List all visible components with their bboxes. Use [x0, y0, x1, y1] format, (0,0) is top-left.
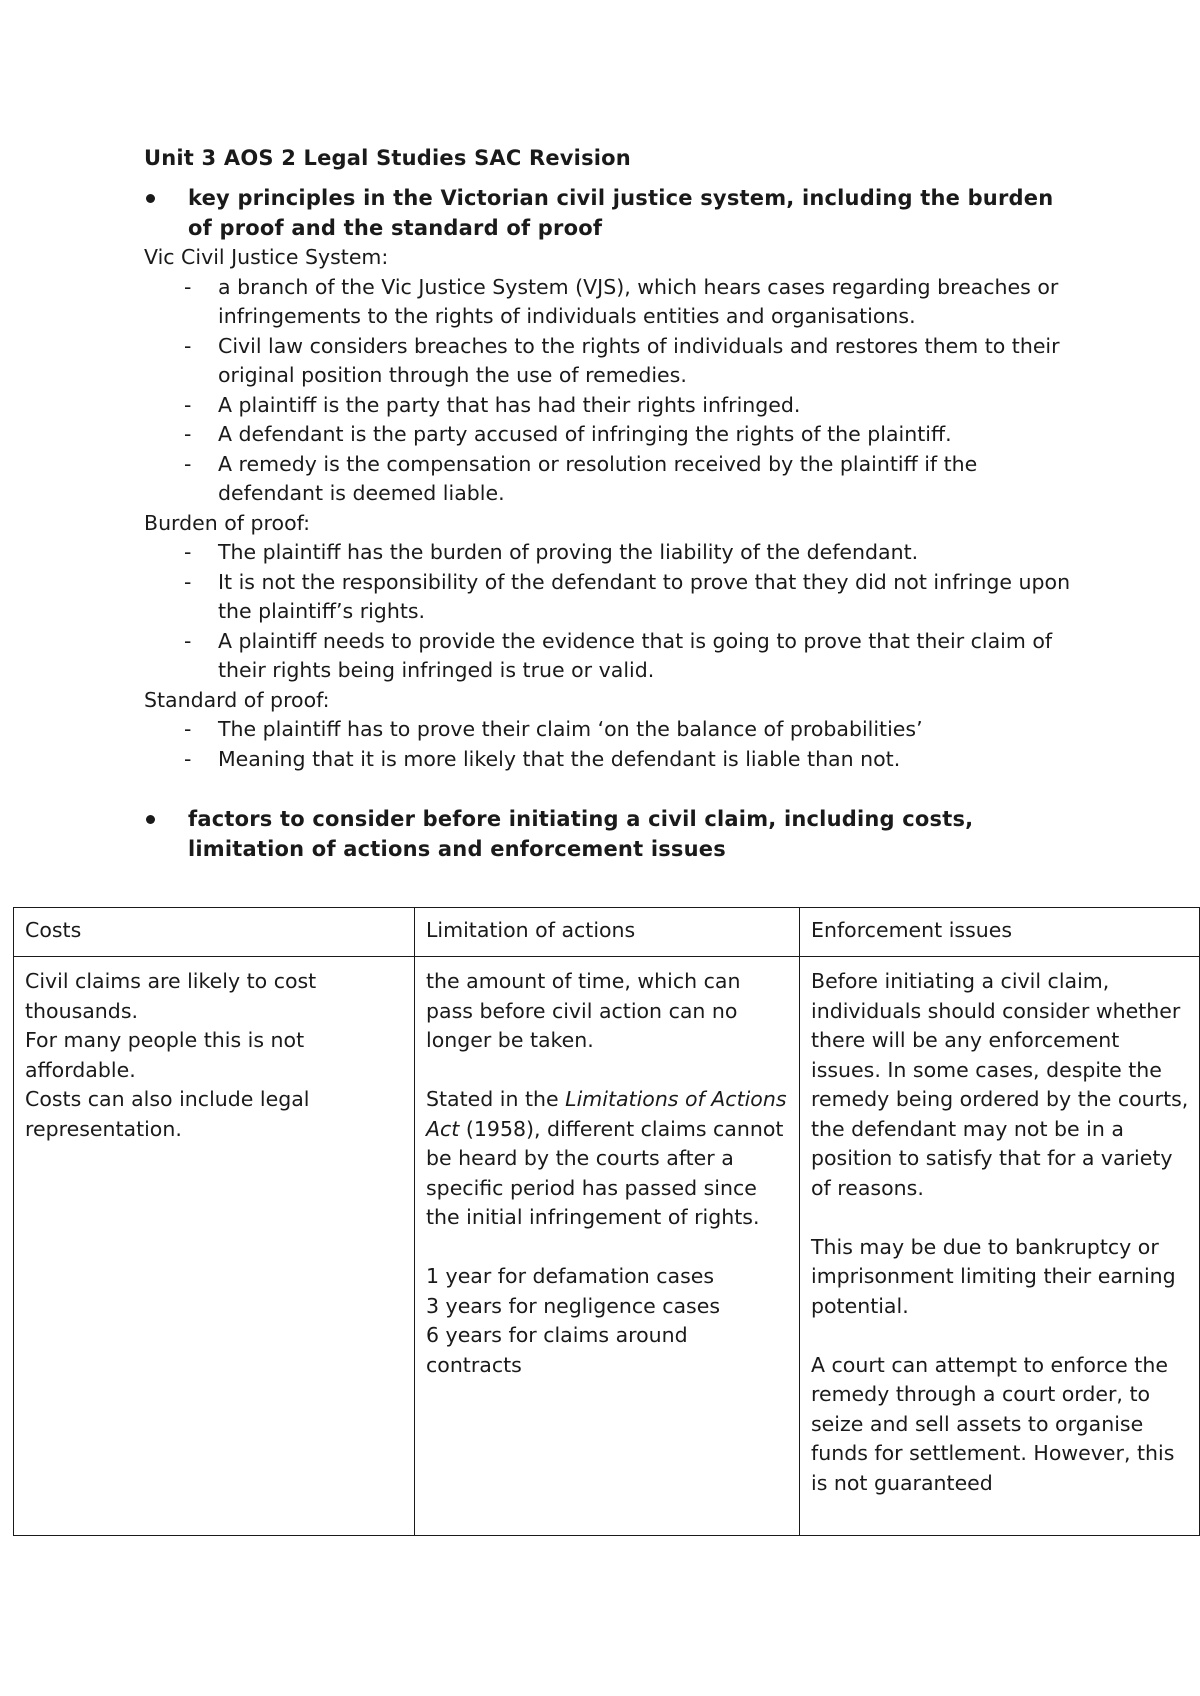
cell-limitation [415, 957, 800, 1536]
cell-paragraph-act: Stated in the Limitations of Actions Act (1958), different claims cannot be heard by the courts after a specific period has passed since the initial infringement of rights. [426, 1087, 787, 1229]
column-header-costs: Costs [14, 908, 415, 957]
cell-line: 3 years for negligence cases [426, 1293, 721, 1318]
list-item: - The plaintiff has to prove their claim ‘on the balance of probabilities’ [144, 715, 1074, 745]
cell-line: 6 years for claims around contracts [426, 1323, 688, 1377]
dash-icon: - [184, 628, 192, 653]
dash-icon: - [184, 274, 192, 299]
cell-line: For many people this is not affordable. [25, 1028, 305, 1082]
cell-paragraph: This may be due to bankruptcy or imprisonment limiting their earning potential. [811, 1234, 1176, 1318]
act-name: Limitations of Actions Act [426, 1087, 787, 1141]
list-item: - The plaintiff has the burden of proving the liability of the defendant. [144, 538, 1074, 568]
group-label-standard-of-proof: Standard of proof: [144, 687, 330, 712]
cell-line: Civil claims are likely to cost thousands. [25, 969, 317, 1023]
list-item: - A defendant is the party accused of infringing the rights of the plaintiff. [144, 420, 1074, 450]
cell-line: 1 year for defamation cases [426, 1264, 715, 1288]
cell-costs [14, 957, 415, 1536]
list-item: - A plaintiff needs to provide the evidence that is going to prove that their claim of their rights being infringed is true or valid. [184, 628, 1053, 682]
spacer [144, 774, 1074, 804]
table-row [14, 957, 1200, 1536]
list-item: - It is not the responsibility of the defendant to prove that they did not infringe upon the plaintiff’s rights. [184, 569, 1071, 623]
section-heading-key-principles [144, 183, 1074, 243]
dash-icon: - [184, 392, 192, 417]
cell-line: Costs can also include legal representation. [25, 1087, 310, 1141]
dash-icon: - [184, 422, 192, 446]
bullet-icon [146, 815, 155, 824]
column-header-limitation: Limitation of actions [415, 908, 800, 957]
section-heading-civil-claim-factors [144, 804, 1074, 864]
cell-paragraph-periods [426, 1262, 789, 1380]
dash-icon: - [184, 717, 192, 741]
document-body [144, 143, 1074, 864]
dash-icon: - [184, 333, 192, 358]
page-title: Unit 3 AOS 2 Legal Studies SAC Revision [144, 146, 631, 170]
cell-paragraph: Before initiating a civil claim, individuals should consider whether there will be any enforcement issues. In some cases, despite the remedy being ordered by the courts, the defendant may not be in a position to satisfy that for a variety of reasons. [811, 969, 1189, 1200]
dash-icon: - [184, 569, 192, 594]
list-burden-of-proof [144, 538, 1074, 686]
cell-paragraph: the amount of time, which can pass before civil action can no longer be taken. [426, 969, 741, 1052]
cell-paragraph: A court can attempt to enforce the remedy through a court order, to seize and sell assets to organise funds for settlement. However, this is not guaranteed [811, 1352, 1175, 1495]
bullet-icon [146, 194, 155, 203]
factors-table-wrapper [13, 907, 1199, 1536]
list-item: - a branch of the Vic Justice System (VJS), which hears cases regarding breaches or infringements to the rights of individuals entities and organisations. [184, 274, 1059, 328]
column-header-enforcement: Enforcement issues [800, 908, 1200, 957]
section-heading-text: key principles in the Victorian civil justice system, including the burden of proof and the standard of proof [188, 186, 1054, 240]
dash-icon: - [184, 451, 192, 476]
dash-icon: - [184, 540, 192, 564]
group-label-vic-civil-justice: Vic Civil Justice System: [144, 245, 389, 269]
list-item: - Civil law considers breaches to the rights of individuals and restores them to their original position through the use of remedies. [184, 333, 1060, 387]
group-label-burden-of-proof: Burden of proof: [144, 510, 311, 535]
table-header-row [14, 908, 1200, 957]
list-vic-civil-justice [144, 273, 1074, 509]
factors-table [13, 907, 1200, 1536]
dash-icon: - [184, 746, 192, 771]
section-heading-text: factors to consider before initiating a civil claim, including costs, limitation of actions and enforcement issues [188, 807, 974, 861]
list-item: - Meaning that it is more likely that the defendant is liable than not. [144, 745, 1074, 775]
list-item: - A remedy is the compensation or resolution received by the plaintiff if the defendant is deemed liable. [184, 451, 978, 505]
cell-enforcement [800, 957, 1200, 1536]
list-item: - A plaintiff is the party that has had their rights infringed. [144, 391, 1074, 421]
list-standard-of-proof [144, 715, 1074, 774]
